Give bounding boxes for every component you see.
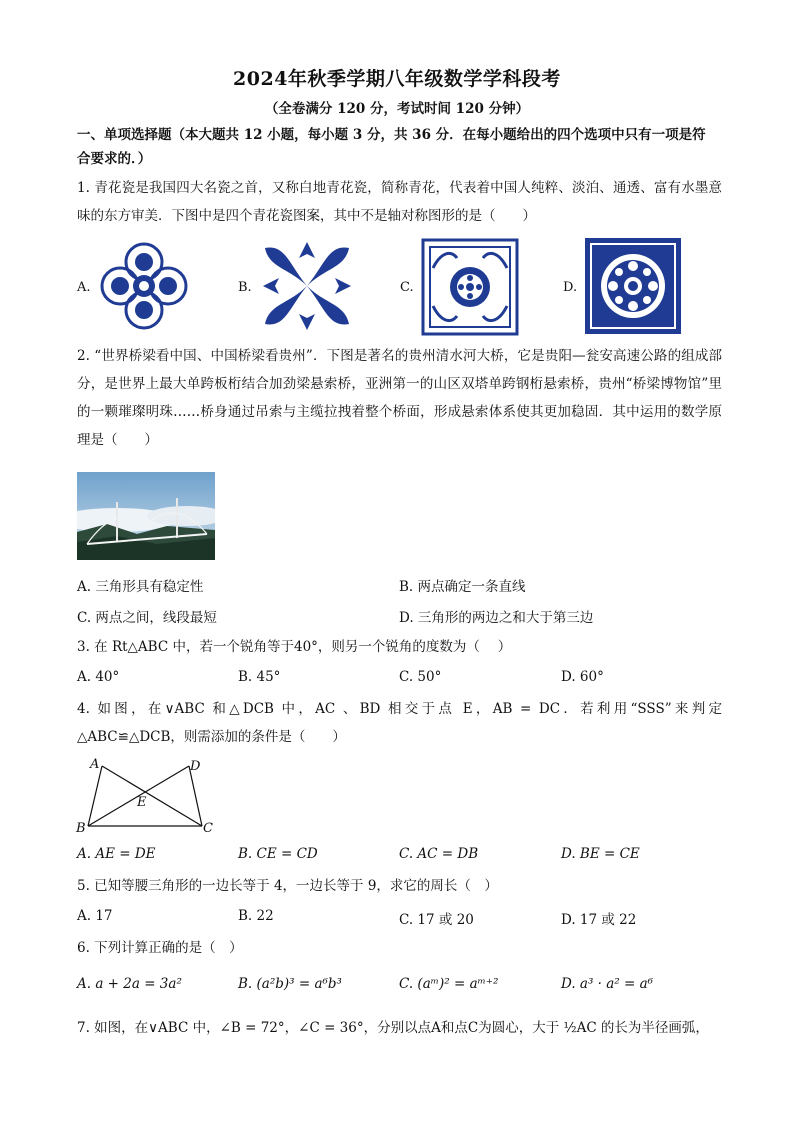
vertex-label-e: E [137, 795, 147, 810]
question-2-options-row-2 [77, 606, 717, 630]
q4-option-a[interactable]: A. AE = DE [77, 846, 156, 862]
question-5-stem: 5. 已知等腰三角形的一边长等于 4，一边长等于 9，求它的周长（ ） [77, 878, 498, 894]
porcelain-pattern-c [421, 238, 519, 336]
porcelain-pattern-b [259, 238, 355, 334]
page-subtitle: （全卷满分 120 分，考试时间 120 分钟） [264, 101, 530, 117]
page-title: 2024年秋季学期八年级数学学科段考 [233, 68, 561, 90]
q6-option-b[interactable]: B. (a²b)³ = a⁶b³ [238, 976, 342, 992]
question-6-options [77, 976, 717, 1000]
porcelain-pattern-a [96, 238, 192, 334]
question-2-stem: 2. “世界桥梁看中国、中国桥梁看贵州”．下图是著名的贵州清水河大桥，它是贵阳—瓮安高速公路的组成部分，是世界上最大单跨板桁结合加劲梁悬索桥，亚洲第一的山区双塔单跨钢桁悬索桥，贵州“桥梁博物馆”里的一颗璀璨明珠……桥身通过吊索与主缆拉拽着整个桥面，形成悬索体系使其更加稳固．其中运用的数学原理是（ ） [77, 348, 722, 448]
q4-option-c[interactable]: C. AC = DB [399, 846, 479, 862]
question-4-options [77, 846, 717, 870]
q2-option-a[interactable]: A. 三角形具有稳定性 [77, 579, 204, 595]
section-heading: 一、单项选择题（本大题共 12 小题，每小题 3 分，共 36 分．在每小题给出的四个选项中只有一项是符合要求的．） [77, 127, 706, 167]
question-6-stem: 6. 下列计算正确的是（ ） [77, 940, 243, 956]
q5-option-d[interactable]: D. 17 或 22 [561, 912, 637, 928]
q2-option-b[interactable]: B. 两点确定一条直线 [399, 579, 526, 595]
q1-label-b: B. [238, 280, 252, 295]
q1-label-a: A. [77, 280, 91, 295]
q5-option-b[interactable]: B. 22 [238, 908, 274, 924]
vertex-label-c: C [203, 821, 213, 836]
question-1-stem: 1. 青花瓷是我国四大名瓷之首，又称白地青花瓷，简称青花，代表着中国人纯粹、淡泊、通透、富有水墨意味的东方审美．下图中是四个青花瓷图案，其中不是轴对称图形的是（ ） [77, 180, 722, 224]
q5-option-c[interactable]: C. 17 或 20 [399, 912, 474, 928]
vertex-label-d: D [190, 759, 201, 774]
triangle-figure [74, 756, 224, 838]
vertex-label-b: B [76, 821, 86, 836]
q6-option-c[interactable]: C. (aᵐ)² = aᵐ⁺² [399, 976, 499, 992]
question-3-options [77, 669, 717, 693]
q3-option-d[interactable]: D. 60° [561, 669, 604, 685]
q3-option-b[interactable]: B. 45° [238, 669, 281, 685]
q2-option-d[interactable]: D. 三角形的两边之和大于第三边 [399, 610, 594, 626]
question-2-options-row-1 [77, 575, 717, 599]
porcelain-pattern-d [585, 238, 681, 334]
question-4-stem: 4. 如图，在∨ABC 和△DCB 中，AC 、BD 相交于点 E，AB = DC．若利用“SSS”来判定△ABC≌△DCB，则需添加的条件是（ ） [77, 701, 722, 745]
bridge-photo [77, 472, 215, 560]
vertex-label-a: A [90, 757, 100, 772]
q3-option-a[interactable]: A. 40° [77, 669, 120, 685]
q2-option-c[interactable]: C. 两点之间，线段最短 [77, 610, 217, 626]
q4-option-d[interactable]: D. BE = CE [561, 846, 640, 862]
question-3-stem: 3. 在 Rt△ABC 中，若一个锐角等于40°，则另一个锐角的度数为（ ） [77, 639, 512, 655]
q4-option-b[interactable]: B. CE = CD [238, 846, 318, 862]
q1-label-d: D. [563, 280, 578, 295]
q6-option-a[interactable]: A. a + 2a = 3a² [77, 976, 182, 992]
question-5-options [77, 908, 717, 932]
q5-option-a[interactable]: A. 17 [77, 908, 113, 924]
q6-option-d[interactable]: D. a³ · a² = a⁶ [561, 976, 654, 992]
question-7-stem: 7. 如图，在∨ABC 中，∠B = 72°，∠C = 36°，分别以点A和点C为圆心，大于 ½AC 的长为半径画弧， [77, 1020, 709, 1036]
q3-option-c[interactable]: C. 50° [399, 669, 442, 685]
q1-label-c: C. [400, 280, 414, 295]
